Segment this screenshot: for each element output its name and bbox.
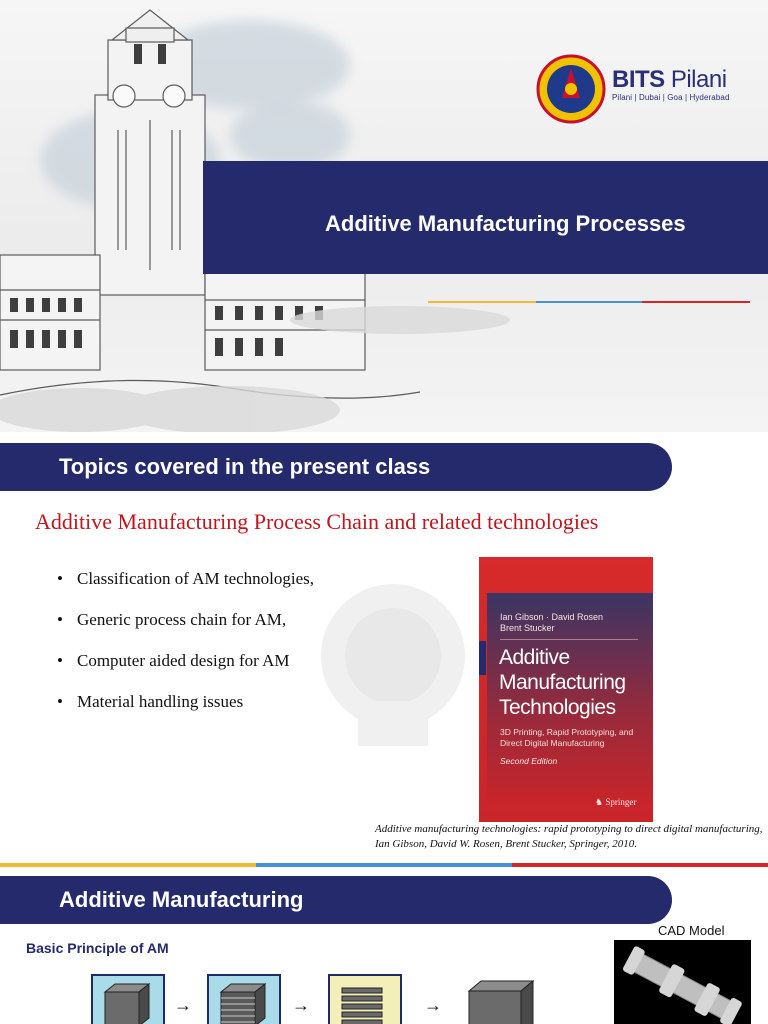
slide-title: Additive Manufacturing Processes [325, 211, 686, 236]
cad-model-image [614, 940, 751, 1024]
book-edition: Second Edition [500, 756, 558, 766]
book-authors: Ian Gibson · David Rosen Brent Stucker [500, 612, 604, 633]
step-slicing-box [207, 974, 281, 1024]
logo-name-light: Pilani [664, 66, 727, 93]
cad-part-icon [614, 940, 751, 1024]
solid-cube-icon [93, 976, 163, 1024]
step-layers-box [328, 974, 402, 1024]
book-publisher: ♞ Springer [595, 797, 637, 807]
list-item: • Generic process chain for AM, [57, 610, 287, 629]
arrow-icon: → [174, 995, 192, 1015]
accent-line-blue [536, 301, 642, 303]
step-cad-box [91, 974, 165, 1024]
topic-list [57, 569, 314, 733]
book-title: Additive Manufacturing Technologies [499, 646, 626, 719]
accent-line-red [642, 301, 750, 303]
slide-header-title: Topics covered in the present class [59, 454, 431, 479]
title-slide [0, 0, 768, 432]
accent-line-yellow [428, 301, 536, 303]
book-rule [500, 639, 638, 640]
list-item: • Classification of AM technologies, [57, 569, 315, 588]
bits-logo-wordmark [612, 68, 730, 102]
book-caption: Additive manufacturing technologies: rapid prototyping to direct digital manufacturing, Ian Gibson, David W. Rosen, Brent Stucker, Springer, 2010. [375, 823, 763, 850]
basic-principle-heading: Basic Principle of AM [26, 940, 169, 956]
slide-header-bar [0, 443, 672, 491]
book-cover [479, 557, 653, 822]
am-slide [0, 867, 768, 1024]
book-subtitle: 3D Printing, Rapid Prototyping, and Direct Digital Manufacturing [500, 727, 634, 748]
logo-name-bold: BITS [612, 66, 665, 93]
section-subtitle: Additive Manufacturing Process Chain and related technologies [35, 509, 599, 534]
sliced-cube-icon [209, 976, 279, 1024]
cad-model-label: CAD Model [658, 923, 725, 938]
topics-slide [0, 433, 768, 863]
book-marker [479, 641, 486, 675]
slide-header-bar [0, 876, 672, 924]
arrow-icon: → [292, 995, 310, 1015]
finished-part-icon [465, 977, 539, 1024]
slide-header-title: Additive Manufacturing [59, 887, 304, 912]
arrow-icon: → [424, 995, 442, 1015]
bits-watermark-icon [318, 581, 468, 751]
bits-logo-emblem [536, 54, 606, 124]
title-band [203, 161, 768, 274]
layered-part-icon [330, 976, 400, 1024]
springer-icon: ♞ [595, 797, 604, 807]
list-item: • Computer aided design for AM [57, 651, 290, 670]
list-item: • Material handling issues [57, 692, 244, 711]
logo-campuses: Pilani | Dubai | Goa | Hyderabad [612, 93, 730, 102]
